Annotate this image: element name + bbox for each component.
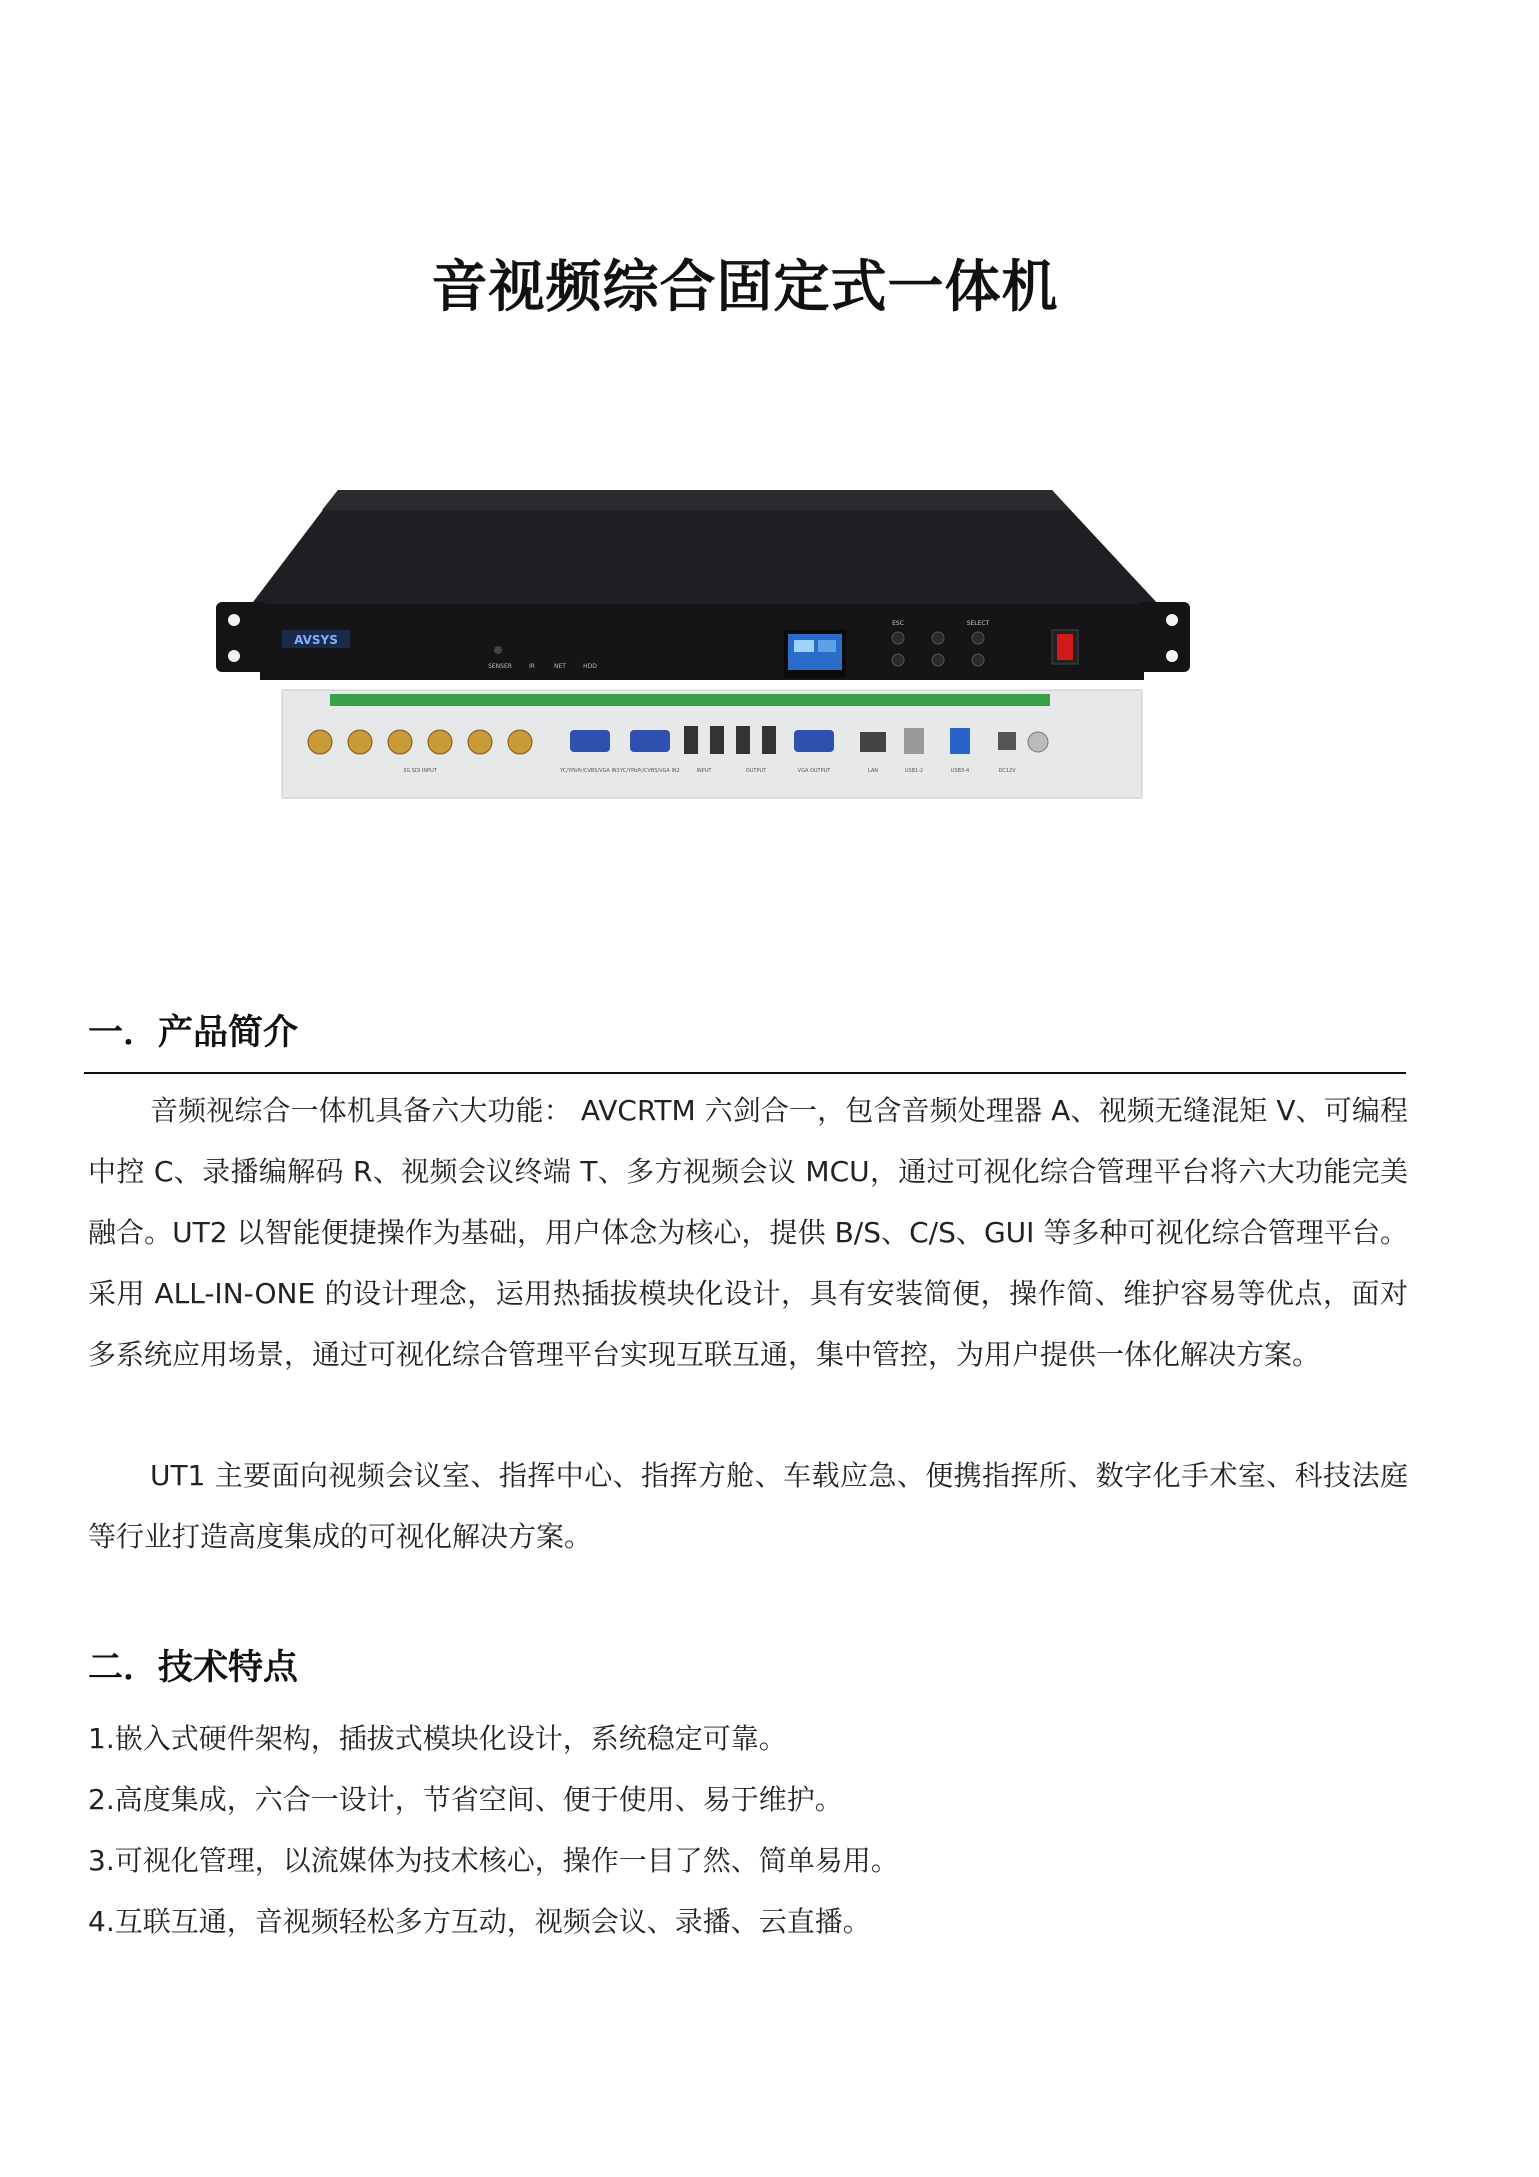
list-item: 3.可视化管理，以流媒体为技术核心，操作一目了然、简单易用。 <box>88 1844 899 1877</box>
rear-label-sdi: 3G SDI INPUT <box>403 768 437 774</box>
rear-label-lan: LAN <box>867 768 879 774</box>
section-heading-intro: 一．产品简介 <box>88 1013 299 1053</box>
usb-ports <box>904 728 924 754</box>
hdmi-port <box>684 726 698 754</box>
list-item: 2.高度集成，六合一设计，节省空间、便于使用、易于维护。 <box>88 1783 843 1816</box>
power-switch <box>1057 634 1073 660</box>
vga-port-1 <box>570 730 610 752</box>
brand-logo: AVSYS <box>294 633 338 647</box>
list-item: 4.互联互通，音视频轻松多方互动，视频会议、录播、云直播。 <box>88 1905 871 1938</box>
section-heading-features: 二．技术特点 <box>88 1648 299 1688</box>
front-label-ir: IR <box>529 663 535 670</box>
feature-list <box>88 1708 899 1952</box>
vga-port-2 <box>630 730 670 752</box>
intro-paragraph-2: UT1 主要面向视频会议室、指挥中心、指挥方舱、车载应急、便携指挥所、数字化手术室、科技法庭等行业打造高度集成的可视化解决方案。 <box>88 1459 1408 1553</box>
button-label-esc: ESC <box>892 620 904 627</box>
vga-output-port <box>794 730 834 752</box>
rear-label-usb12: USB1-2 <box>904 768 924 774</box>
terminal-block-row <box>330 694 1050 706</box>
product-photo <box>210 480 1190 800</box>
rear-label-in1: YC/YPbPr/CVBS/VGA IN1 <box>560 768 620 774</box>
rack-ear-right <box>1138 602 1190 672</box>
rear-label-output: OUTPUT <box>745 768 767 774</box>
rear-label-dc: DC12V <box>998 768 1016 774</box>
front-label-senser: SENSER <box>488 663 512 670</box>
page-title: 音视频综合固定式一体机 <box>431 255 1059 320</box>
device-front-panel <box>260 604 1144 680</box>
rear-label-in2: YC/YPbPr/CVBS/VGA IN2 <box>620 768 680 774</box>
dc-jack <box>998 732 1016 750</box>
rear-label-usb34: USB3-4 <box>950 768 970 774</box>
button-label-select: SELECT <box>966 620 990 627</box>
lan-port <box>860 732 886 752</box>
front-label-hdd: HDD <box>583 663 597 670</box>
rear-label-vga-output: VGA OUTPUT <box>797 768 831 774</box>
list-item: 1.嵌入式硬件架构，插拔式模块化设计，系统稳定可靠。 <box>88 1722 787 1755</box>
section-divider <box>84 1072 1406 1074</box>
usb3-ports <box>950 728 970 754</box>
rear-label-input: INPUT <box>696 768 712 774</box>
front-label-net: NET <box>554 663 566 670</box>
ground-knob <box>1028 732 1048 752</box>
intro-paragraph-1: 音频视综合一体机具备六大功能： AVCRTM 六剑合一，包含音频处理器 A、视频无缝混矩 V、可编程中控 C、录播编解码 R、视频会议终端 T、多方视频会议 MCU，通过可视化综合管理平台将六大功能完美融合。UT2 以智能便捷操作为基础，用户体念为核心，提供 B/S、C/S、GUI 等多种可视化综合管理平台。采用 ALL-IN-ONE 的设计理念，运用热插拔模块化设计，具有安装简便，操作简、维护容易等优点，面对多系统应用场景，通过可视化综合管理平台实现互联互通，集中管控，为用户提供一体化解决方案。 <box>88 1094 1408 1371</box>
